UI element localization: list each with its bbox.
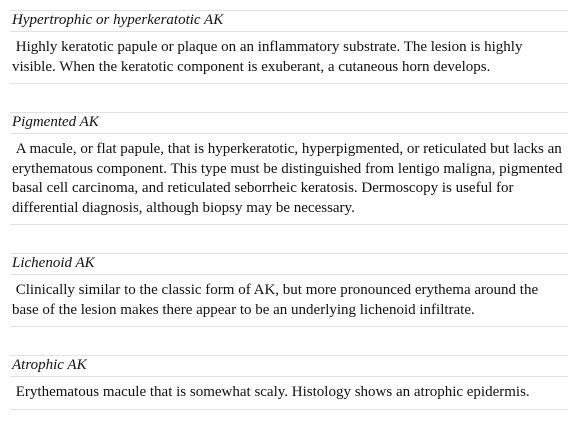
ak-types-table xyxy=(10,10,568,410)
section-heading-row xyxy=(10,356,568,377)
section-heading: Atrophic AK xyxy=(10,356,568,377)
section-heading-row xyxy=(10,254,568,275)
section-description-row xyxy=(10,275,568,327)
section-description xyxy=(10,134,568,225)
section-description-text: A macule, or flat papule, that is hyperkeratotic, hyperpigmented, or reticulated but lacks an erythematous component. This type must be distinguished from lentigo maligna, pigmented basal cell carcinoma, and reticulated seborrheic keratosis. Dermoscopy is useful for differential diagnosis, although biopsy may be necessary. xyxy=(12,141,567,216)
spacer-cell xyxy=(10,225,568,254)
section-description xyxy=(10,32,568,84)
section-heading: Hypertrophic or hyperkeratotic AK xyxy=(10,11,568,32)
section-heading: Pigmented AK xyxy=(10,113,568,134)
section-description-text: Erythematous macule that is somewhat scaly. Histology shows an atrophic epidermis. xyxy=(12,384,530,400)
spacer-row xyxy=(10,327,568,356)
section-description-text: Clinically similar to the classic form of AK, but more pronounced erythema around the base of the lesion makes there appear to be an underlying lichenoid infiltrate. xyxy=(12,282,542,318)
section-description-row xyxy=(10,377,568,410)
section-description xyxy=(10,275,568,327)
section-description-text: Highly keratotic papule or plaque on an inflammatory substrate. The lesion is highly visible. When the keratotic component is exuberant, a cutaneous horn develops. xyxy=(12,39,527,75)
spacer-cell xyxy=(10,84,568,113)
spacer-cell xyxy=(10,327,568,356)
section-heading-row xyxy=(10,113,568,134)
section-heading: Lichenoid AK xyxy=(10,254,568,275)
section-heading-row xyxy=(10,11,568,32)
section-description-row xyxy=(10,32,568,84)
spacer-row xyxy=(10,84,568,113)
section-description-row xyxy=(10,134,568,225)
section-description xyxy=(10,377,568,410)
spacer-row xyxy=(10,225,568,254)
